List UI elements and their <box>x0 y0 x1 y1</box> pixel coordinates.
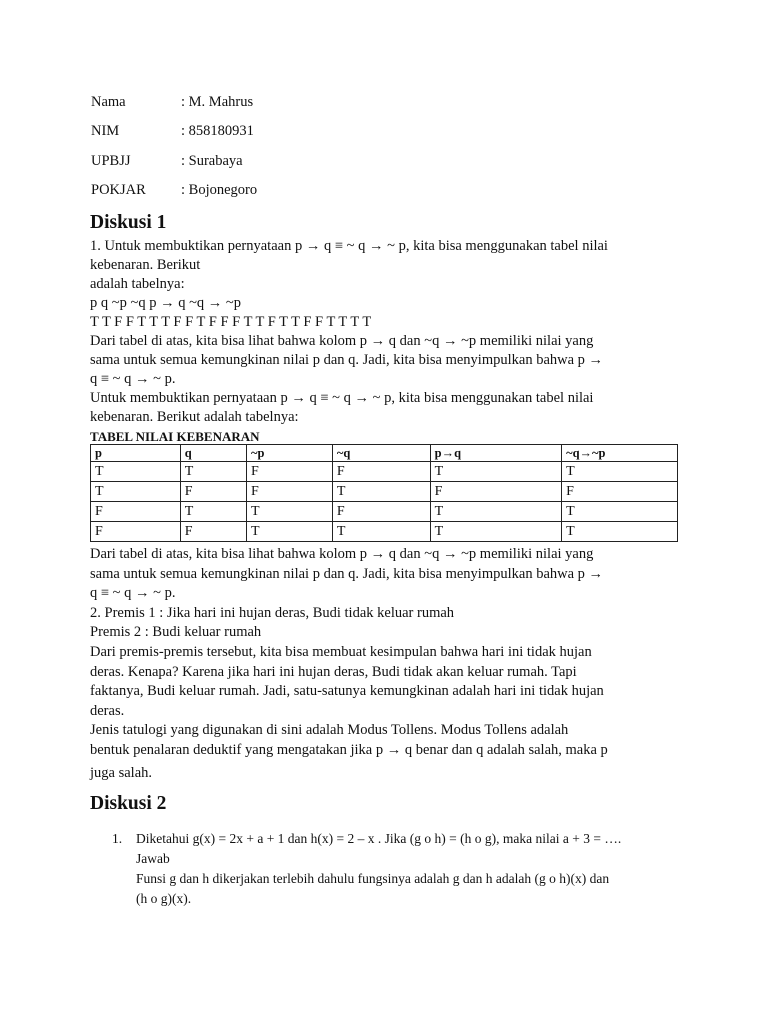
text-line: Premis 2 : Budi keluar rumah <box>90 624 262 641</box>
info-row-pokjar <box>91 182 257 199</box>
text-line: faktanya, Budi keluar rumah. Jadi, satu-satunya kemungkinan adalah hari ini tidak hujan <box>90 683 604 700</box>
text-line: bentuk penalaran deduktif yang mengatakan jika p → q benar dan q adalah salah, maka p <box>90 741 608 758</box>
text-line: sama untuk semua kemungkinan nilai p dan q. Jadi, kita bisa menyimpulkan bahwa p → <box>90 352 604 368</box>
list-item-content <box>136 829 692 909</box>
table-cell: T <box>562 522 678 542</box>
table-cell: F <box>246 482 332 502</box>
text-line: 2. Premis 1 : Jika hari ini hujan deras, Budi tidak keluar rumah <box>90 604 455 621</box>
text-line: Diketahui g(x) = 2x + a + 1 dan h(x) = 2 – x . Jika (g o h) = (h o g), maka nilai a + 3 = …. <box>136 831 622 846</box>
table-cell: F <box>91 522 181 542</box>
table-header-cell: ~q <box>332 445 430 462</box>
table-cell: T <box>430 522 561 542</box>
info-value: : Bojonegoro <box>181 182 258 198</box>
info-value: : Surabaya <box>181 153 243 169</box>
table-cell: F <box>332 502 430 522</box>
table-cell: F <box>430 482 561 502</box>
table-cell: T <box>430 502 561 522</box>
text-line: T T F F T T T F F T F F F T T F T T F F T T T T <box>90 314 372 330</box>
table-header-cell: q <box>180 445 246 462</box>
table-cell: F <box>246 462 332 482</box>
list-number: 1. <box>112 831 123 846</box>
table-header-row <box>91 445 678 462</box>
heading-diskusi-1: Diskusi 1 <box>90 212 167 233</box>
table-cell: T <box>180 502 246 522</box>
info-row-nim <box>91 123 254 140</box>
table-cell: T <box>332 522 430 542</box>
table-cell: T <box>562 462 678 482</box>
diskusi-1-conclusion <box>90 545 688 783</box>
info-row-upbjj <box>91 153 243 170</box>
table-header-cell: p <box>91 445 181 462</box>
table-row <box>91 522 678 542</box>
table-cell: T <box>562 502 678 522</box>
table-header-cell: ~p <box>246 445 332 462</box>
text-line: Dari premis-premis tersebut, kita bisa membuat kesimpulan bahwa hari ini tidak hujan <box>90 643 592 660</box>
text-line: juga salah. <box>90 764 153 781</box>
heading-diskusi-2: Diskusi 2 <box>90 793 167 814</box>
table-header-cell: p→q <box>430 445 561 462</box>
text-line: Dari tabel di atas, kita bisa lihat bahwa kolom p → q dan ~q → ~p memiliki nilai yang <box>90 333 594 349</box>
table-row <box>91 502 678 522</box>
text-line: Untuk membuktikan pernyataan p → q ≡ ~ q → ~ p, kita bisa menggunakan tabel nilai <box>90 390 594 406</box>
table-cell: F <box>180 482 246 502</box>
text-line: q ≡ ~ q → ~ p. <box>90 585 176 602</box>
text-line: deras. <box>90 702 125 719</box>
table-cell: F <box>562 482 678 502</box>
text-line: q ≡ ~ q → ~ p. <box>90 371 176 387</box>
text-line: 1. Untuk membuktikan pernyataan p → q ≡ ~ q → ~ p, kita bisa menggunakan tabel nilai <box>90 238 608 254</box>
info-value: : 858180931 <box>181 123 254 139</box>
table-cell: F <box>180 522 246 542</box>
list-item <box>112 829 692 909</box>
text-line: Dari tabel di atas, kita bisa lihat bahwa kolom p → q dan ~q → ~p memiliki nilai yang <box>90 546 594 562</box>
text-line: Jenis tatulogi yang digunakan di sini adalah Modus Tollens. Modus Tollens adalah <box>90 722 569 739</box>
info-label: NIM <box>91 123 120 139</box>
table-row <box>91 462 678 482</box>
text-line: deras. Kenapa? Karena jika hari ini hujan deras, Budi tidak akan keluar rumah. Tapi <box>90 663 577 680</box>
table-cell: T <box>91 482 181 502</box>
text-line: sama untuk semua kemungkinan nilai p dan q. Jadi, kita bisa menyimpulkan bahwa p → <box>90 565 604 582</box>
diskusi-1-intro <box>90 237 688 427</box>
text-line: adalah tabelnya: <box>90 276 185 292</box>
table-title: TABEL NILAI KEBENARAN <box>90 429 260 444</box>
table-cell: T <box>246 522 332 542</box>
info-label: UPBJJ <box>91 153 131 169</box>
text-line: Jawab <box>136 851 170 866</box>
info-label: Nama <box>91 94 126 110</box>
text-line: Funsi g dan h dikerjakan terlebih dahulu fungsinya adalah g dan h adalah (g o h)(x) dan <box>136 871 610 886</box>
table-row <box>91 482 678 502</box>
table-cell: T <box>430 462 561 482</box>
info-label: POKJAR <box>91 182 146 198</box>
info-value: : M. Mahrus <box>181 94 254 110</box>
text-line: kebenaran. Berikut adalah tabelnya: <box>90 409 299 425</box>
table-header-cell: ~q→~p <box>562 445 678 462</box>
info-row-nama <box>91 94 253 111</box>
truth-table <box>90 444 678 542</box>
text-line: kebenaran. Berikut <box>90 257 201 273</box>
table-cell: T <box>91 462 181 482</box>
table-cell: F <box>332 462 430 482</box>
table-cell: F <box>91 502 181 522</box>
table-cell: T <box>246 502 332 522</box>
table-cell: T <box>332 482 430 502</box>
text-line: (h o g)(x). <box>136 891 192 906</box>
text-line: p q ~p ~q p → q ~q → ~p <box>90 295 242 311</box>
table-cell: T <box>180 462 246 482</box>
